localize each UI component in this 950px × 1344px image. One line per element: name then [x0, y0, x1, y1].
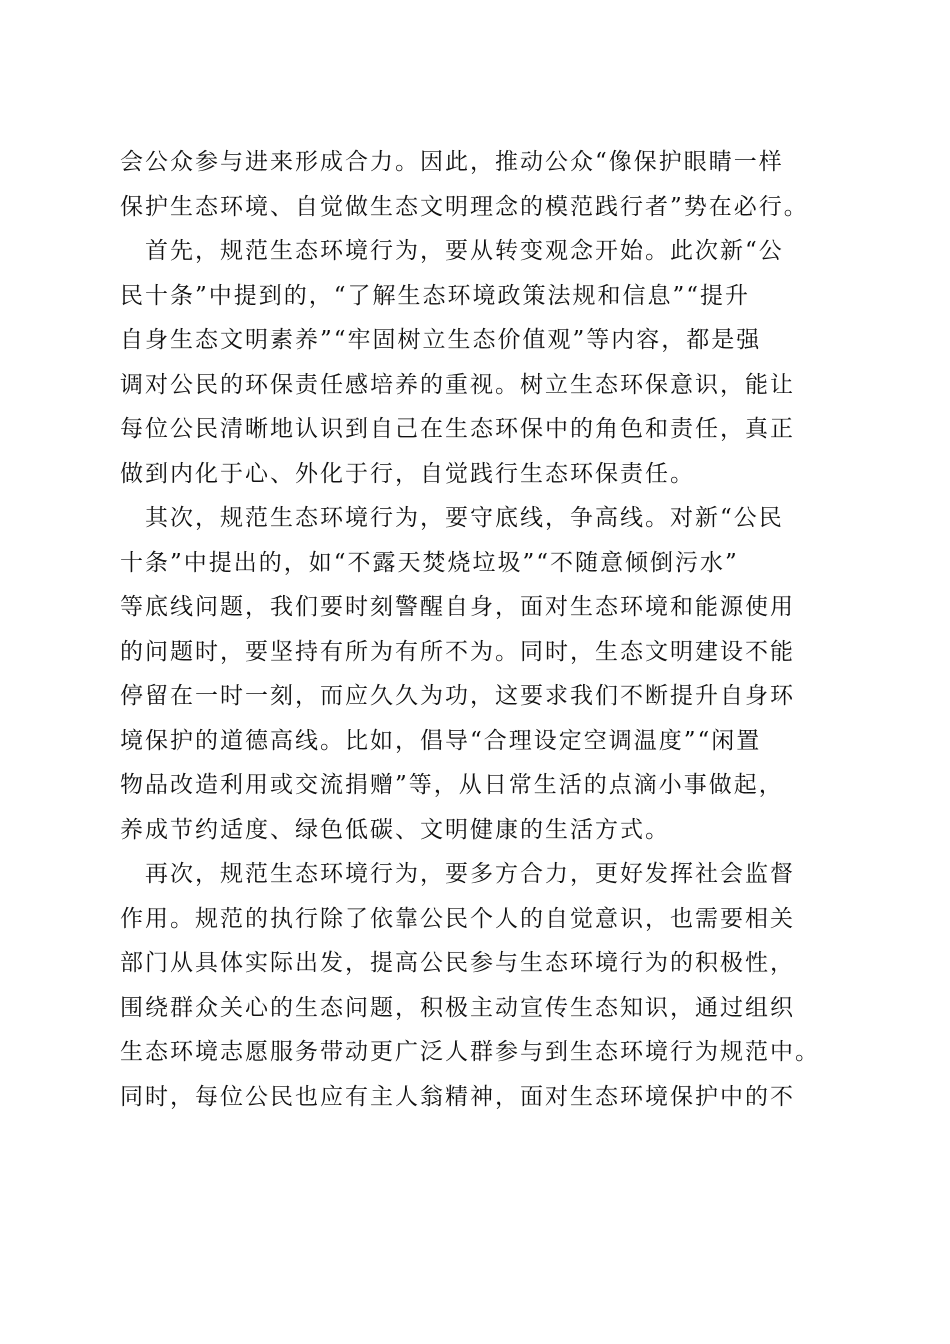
text-line: 养成节约适度、绿色低碳、文明健康的生活方式。	[120, 816, 670, 843]
text-line: 民十条”中提到的，“了解生态环境政策法规和信息”“提升	[120, 282, 751, 309]
text-line: 再次，规范生态环境行为，要多方合力，更好发挥社会监督	[120, 861, 795, 887]
text-line: 首先，规范生态环境行为，要从转变观念开始。此次新“公	[120, 238, 784, 264]
text-line: 物品改造利用或交流捐赠”等，从日常生活的点滴小事做起，	[120, 772, 784, 798]
text-line: 十条”中提出的，如“不露天焚烧垃圾”“不随意倾倒污水”	[120, 549, 739, 576]
text-line: 围绕群众关心的生态问题，积极主动宣传生态知识，通过组织	[120, 994, 795, 1021]
text-line: 同时，每位公民也应有主人翁精神，面对生态环境保护中的不	[120, 1083, 795, 1110]
text-line: 生态环境志愿服务带动更广泛人群参与到生态环境行为规范中。	[120, 1039, 820, 1065]
text-line: 停留在一时一刻，而应久久为功，这要求我们不断提升自身环	[120, 683, 795, 709]
text-line: 境保护的道德高线。比如，倡导“合理设定空调温度”“闲置	[120, 727, 762, 754]
text-line: 部门从具体实际出发，提高公民参与生态环境行为的积极性，	[120, 950, 795, 976]
body-text	[120, 140, 840, 1119]
text-line: 保护生态环境、自觉做生态文明理念的模范践行者”势在必行。	[120, 193, 809, 220]
text-line: 自身生态文明素养”“牢固树立生态价值观”等内容，都是强	[120, 327, 762, 353]
text-line: 的问题时，要坚持有所为有所不为。同时，生态文明建设不能	[120, 638, 795, 665]
text-line: 等底线问题，我们要时刻警醒自身，面对生态环境和能源使用	[120, 594, 795, 620]
text-line: 会公众参与进来形成合力。因此，推动公众“像保护眼睛一样	[120, 149, 784, 175]
text-line: 调对公民的环保责任感培养的重视。树立生态环保意识，能让	[120, 371, 795, 398]
text-line: 作用。规范的执行除了依靠公民个人的自觉意识，也需要相关	[120, 905, 795, 932]
text-line: 每位公民清晰地认识到自己在生态环保中的角色和责任，真正	[120, 416, 795, 442]
text-line: 其次，规范生态环境行为，要守底线，争高线。对新“公民	[120, 505, 784, 531]
text-line: 做到内化于心、外化于行，自觉践行生态环保责任。	[120, 460, 695, 487]
